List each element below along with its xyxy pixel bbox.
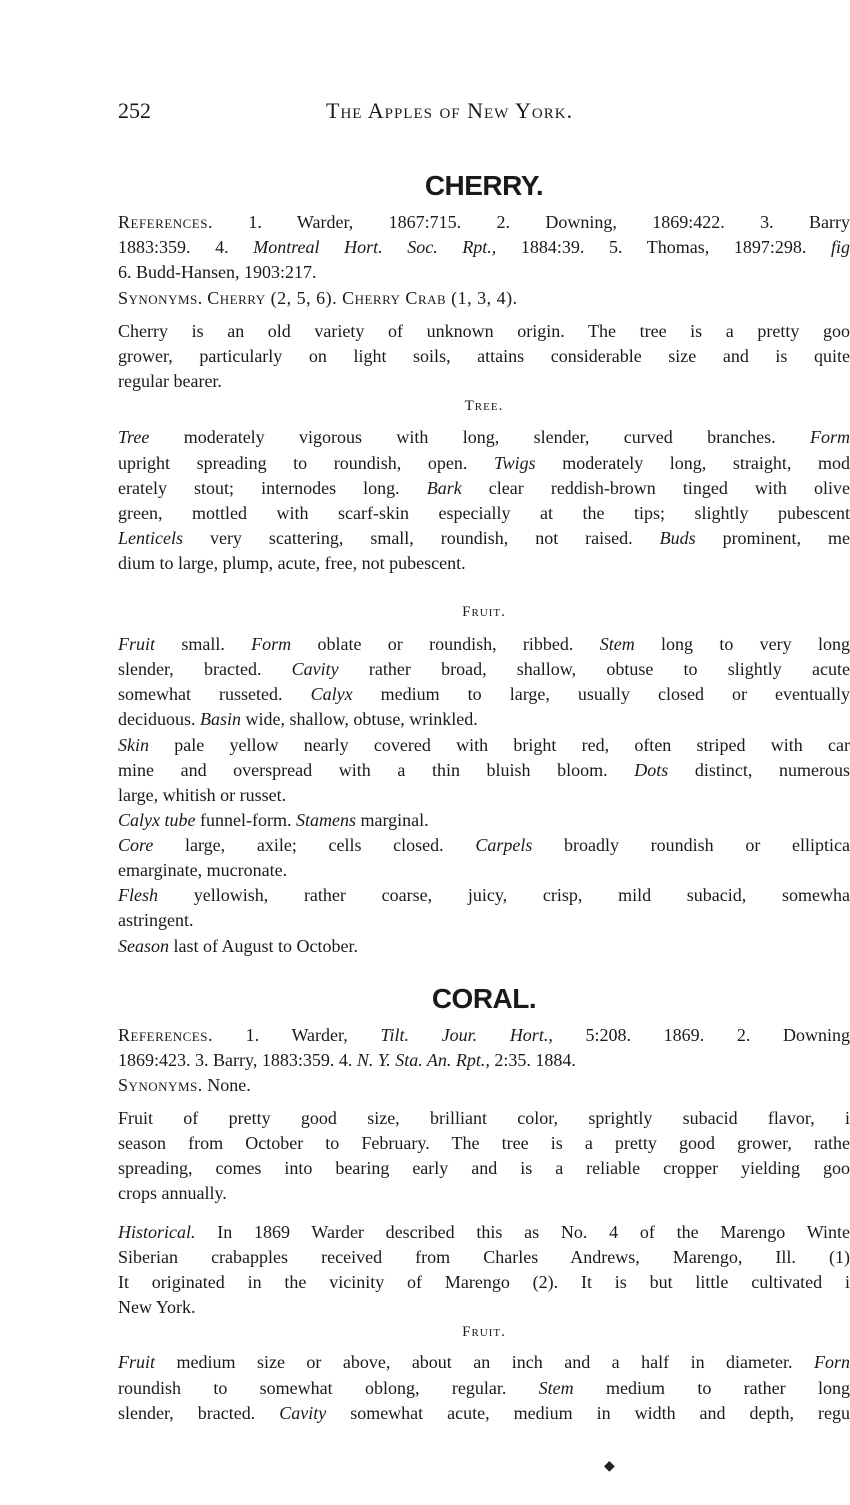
- cherry-fruit-line: mine and overspread with a thin bluish bloom. Dots distinct, numerous: [118, 760, 850, 780]
- coral-intro-line: spreading, comes into bearing early and is a reliable cropper yielding goo: [118, 1158, 850, 1178]
- cherry-tree-line: Lenticels very scattering, small, roundish, not raised. Buds prominent, me: [118, 528, 850, 548]
- coral-synonyms: Synonyms. None.: [118, 1075, 251, 1095]
- coral-references-line: References. 1. Warder, Tilt. Jour. Hort., 5:208. 1869. 2. Downing: [118, 1025, 850, 1045]
- cherry-fruit-line: Calyx tube funnel-form. Stamens marginal.: [118, 810, 429, 830]
- cherry-fruit-line: large, whitish or russet.: [118, 785, 287, 805]
- cherry-fruit-line: deciduous. Basin wide, shallow, obtuse, wrinkled.: [118, 709, 478, 729]
- cherry-tree-line: Tree moderately vigorous with long, slender, curved branches. Form: [118, 427, 850, 447]
- printer-mark-icon: ◆: [604, 1459, 615, 1474]
- cherry-references-line: 1883:359. 4. Montreal Hort. Soc. Rpt., 1884:39. 5. Thomas, 1897:298. fig: [118, 237, 850, 257]
- cherry-tree-line: green, mottled with scarf-skin especially at the tips; slightly pubescent: [118, 503, 850, 523]
- coral-fruit-line: roundish to somewhat oblong, regular. Stem medium to rather long: [118, 1378, 850, 1398]
- coral-references-line: 1869:423. 3. Barry, 1883:359. 4. N. Y. Sta. An. Rpt., 2:35. 1884.: [118, 1050, 576, 1070]
- page-number: 252: [118, 98, 151, 123]
- coral-intro-line: Fruit of pretty good size, brilliant color, sprightly subacid flavor, i: [118, 1108, 850, 1128]
- coral-intro-line: season from October to February. The tree is a pretty good grower, rathe: [118, 1133, 850, 1153]
- references-label: References.: [118, 212, 213, 232]
- cherry-fruit-line: emarginate, mucronate.: [118, 860, 288, 880]
- coral-intro-line: crops annually.: [118, 1183, 227, 1203]
- cherry-fruit-line: Flesh yellowish, rather coarse, juicy, crisp, mild subacid, somewha: [118, 885, 850, 905]
- cherry-fruit-line: Core large, axile; cells closed. Carpels broadly roundish or elliptica: [118, 835, 850, 855]
- coral-historical-line: Historical. In 1869 Warder described this as No. 4 of the Marengo Winte: [118, 1222, 850, 1242]
- cherry-intro-line: grower, particularly on light soils, attains considerable size and is quite: [118, 346, 850, 366]
- cherry-fruit-line: Skin pale yellow nearly covered with bright red, often striped with car: [118, 735, 850, 755]
- running-title: The Apples of New York.: [326, 98, 574, 123]
- cherry-fruit-line: astringent.: [118, 910, 194, 930]
- cherry-references-line: 6. Budd-Hansen, 1903:217.: [118, 262, 317, 282]
- synonyms-label: Synonyms.: [118, 1075, 203, 1095]
- variety-title-cherry: CHERRY.: [424, 170, 544, 201]
- cherry-fruit-line: Fruit small. Form oblate or roundish, ribbed. Stem long to very long: [118, 634, 850, 654]
- cherry-synonyms: Synonyms. Cherry (2, 5, 6). Cherry Crab (1, 3, 4).: [118, 288, 518, 308]
- page-header: [118, 98, 850, 130]
- cherry-tree-line: erately stout; internodes long. Bark clear reddish-brown tinged with olive: [118, 478, 850, 498]
- cherry-tree-line: upright spreading to roundish, open. Twigs moderately long, straight, mod: [118, 453, 850, 473]
- coral-historical-line: It originated in the vicinity of Marengo (2). It is but little cultivated i: [118, 1272, 850, 1292]
- synonyms-label: Synonyms.: [118, 288, 203, 308]
- coral-fruit-line: slender, bracted. Cavity somewhat acute, medium in width and depth, regu: [118, 1403, 850, 1423]
- coral-historical-line: Siberian crabapples received from Charles Andrews, Marengo, Ill. (1): [118, 1247, 850, 1267]
- cherry-tree-line: dium to large, plump, acute, free, not pubescent.: [118, 553, 466, 573]
- section-head-fruit: Fruit.: [462, 1324, 506, 1340]
- references-label: References.: [118, 1025, 213, 1045]
- cherry-fruit-line: slender, bracted. Cavity rather broad, shallow, obtuse to slightly acute: [118, 659, 850, 679]
- cherry-references-line: References. 1. Warder, 1867:715. 2. Downing, 1869:422. 3. Barry: [118, 212, 850, 232]
- cherry-fruit-line: Season last of August to October.: [118, 936, 358, 956]
- variety-title-coral: CORAL.: [431, 983, 537, 1014]
- cherry-fruit-line: somewhat russeted. Calyx medium to large, usually closed or eventually: [118, 684, 850, 704]
- cherry-intro-line: regular bearer.: [118, 371, 222, 391]
- cherry-intro-line: Cherry is an old variety of unknown origin. The tree is a pretty goo: [118, 321, 850, 341]
- section-head-tree: Tree.: [464, 398, 504, 414]
- coral-fruit-line: Fruit medium size or above, about an inch and a half in diameter. Forn: [118, 1352, 850, 1372]
- section-head-fruit: Fruit.: [462, 604, 506, 620]
- coral-historical-line: New York.: [118, 1297, 196, 1317]
